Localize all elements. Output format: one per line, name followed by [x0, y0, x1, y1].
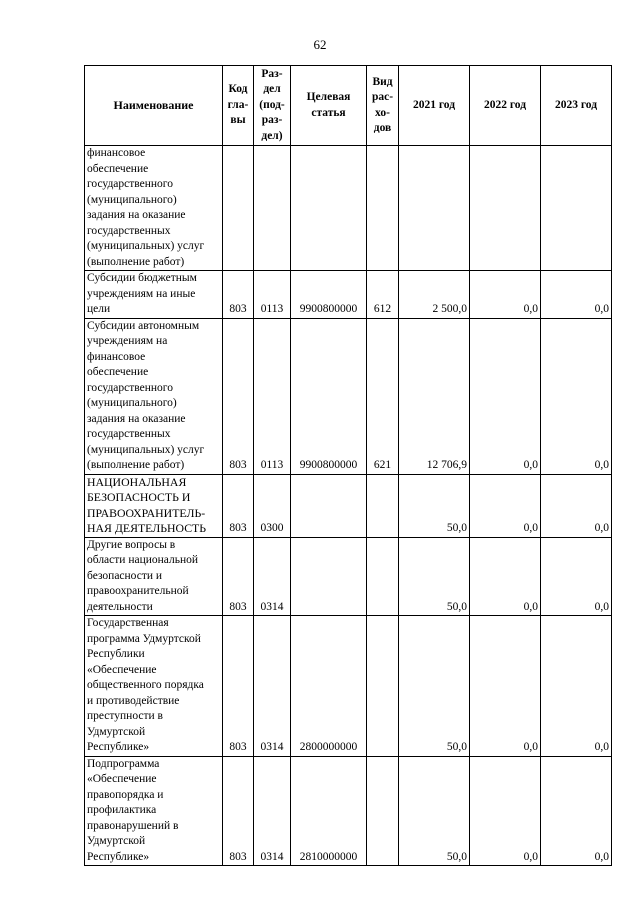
cell-y2022: 0,0 [470, 318, 541, 474]
cell-type [367, 146, 399, 271]
header-2023: 2023 год [541, 66, 612, 146]
cell-y2023: 0,0 [541, 756, 612, 866]
cell-section [254, 146, 291, 271]
cell-y2023: 0,0 [541, 318, 612, 474]
cell-type [367, 474, 399, 537]
header-target: Целевая статья [291, 66, 367, 146]
cell-name: Подпрограмма «Обеспечение правопорядка и профилактика правонарушений в Удмуртской Республике» [85, 756, 223, 866]
cell-y2022: 0,0 [470, 537, 541, 616]
cell-y2021: 50,0 [399, 616, 470, 757]
cell-y2023: 0,0 [541, 616, 612, 757]
cell-y2021 [399, 146, 470, 271]
cell-target: 9900800000 [291, 271, 367, 319]
cell-section: 0314 [254, 537, 291, 616]
cell-y2022: 0,0 [470, 616, 541, 757]
cell-y2021: 12 706,9 [399, 318, 470, 474]
cell-name: НАЦИОНАЛЬНАЯ БЕЗОПАСНОСТЬ И ПРАВООХРАНИТЕЛЬ- НАЯ ДЕЯТЕЛЬНОСТЬ [85, 474, 223, 537]
cell-y2022: 0,0 [470, 271, 541, 319]
cell-name: Другие вопросы в области национальной безопасности и правоохранительной деятельности [85, 537, 223, 616]
table-row [85, 756, 612, 866]
cell-target [291, 146, 367, 271]
cell-y2021: 50,0 [399, 474, 470, 537]
cell-y2021: 50,0 [399, 537, 470, 616]
cell-y2023: 0,0 [541, 537, 612, 616]
cell-target: 2810000000 [291, 756, 367, 866]
table-row [85, 616, 612, 757]
cell-section: 0113 [254, 271, 291, 319]
cell-target [291, 537, 367, 616]
header-2021: 2021 год [399, 66, 470, 146]
header-name: Наименование [85, 66, 223, 146]
cell-target: 9900800000 [291, 318, 367, 474]
table-row [85, 271, 612, 319]
cell-section: 0314 [254, 756, 291, 866]
table-row [85, 318, 612, 474]
cell-type [367, 616, 399, 757]
cell-code: 803 [223, 537, 254, 616]
cell-type [367, 756, 399, 866]
header-2022: 2022 год [470, 66, 541, 146]
budget-table [84, 65, 612, 866]
cell-y2023: 0,0 [541, 474, 612, 537]
header-section: Раз- дел (под- раз- дел) [254, 66, 291, 146]
cell-code: 803 [223, 756, 254, 866]
cell-y2022 [470, 146, 541, 271]
cell-name: Государственная программа Удмуртской Республики «Обеспечение общественного порядка и противодействие преступности в Удмуртской Республике» [85, 616, 223, 757]
cell-section: 0314 [254, 616, 291, 757]
cell-code: 803 [223, 271, 254, 319]
cell-type: 621 [367, 318, 399, 474]
page-number: 62 [313, 37, 327, 52]
cell-y2021: 2 500,0 [399, 271, 470, 319]
cell-target: 2800000000 [291, 616, 367, 757]
cell-y2021: 50,0 [399, 756, 470, 866]
cell-name: Субсидии автономным учреждениям на финансовое обеспечение государственного (муниципального) задания на оказание государственных (муниципальных) услуг (выполнение работ) [85, 318, 223, 474]
cell-name: финансовое обеспечение государственного (муниципального) задания на оказание государственных (муниципальных) услуг (выполнение работ) [85, 146, 223, 271]
header-code: Код гла- вы [223, 66, 254, 146]
cell-y2023: 0,0 [541, 271, 612, 319]
cell-type [367, 537, 399, 616]
cell-code: 803 [223, 474, 254, 537]
cell-section: 0300 [254, 474, 291, 537]
table-row [85, 537, 612, 616]
cell-name: Субсидии бюджетным учреждениям на иные цели [85, 271, 223, 319]
cell-section: 0113 [254, 318, 291, 474]
cell-y2023 [541, 146, 612, 271]
cell-target [291, 474, 367, 537]
cell-code: 803 [223, 616, 254, 757]
cell-type: 612 [367, 271, 399, 319]
cell-code: 803 [223, 318, 254, 474]
header-row [85, 66, 612, 146]
table-row [85, 474, 612, 537]
cell-y2022: 0,0 [470, 474, 541, 537]
header-type: Вид рас- хо- дов [367, 66, 399, 146]
table-row [85, 146, 612, 271]
cell-y2022: 0,0 [470, 756, 541, 866]
cell-code [223, 146, 254, 271]
